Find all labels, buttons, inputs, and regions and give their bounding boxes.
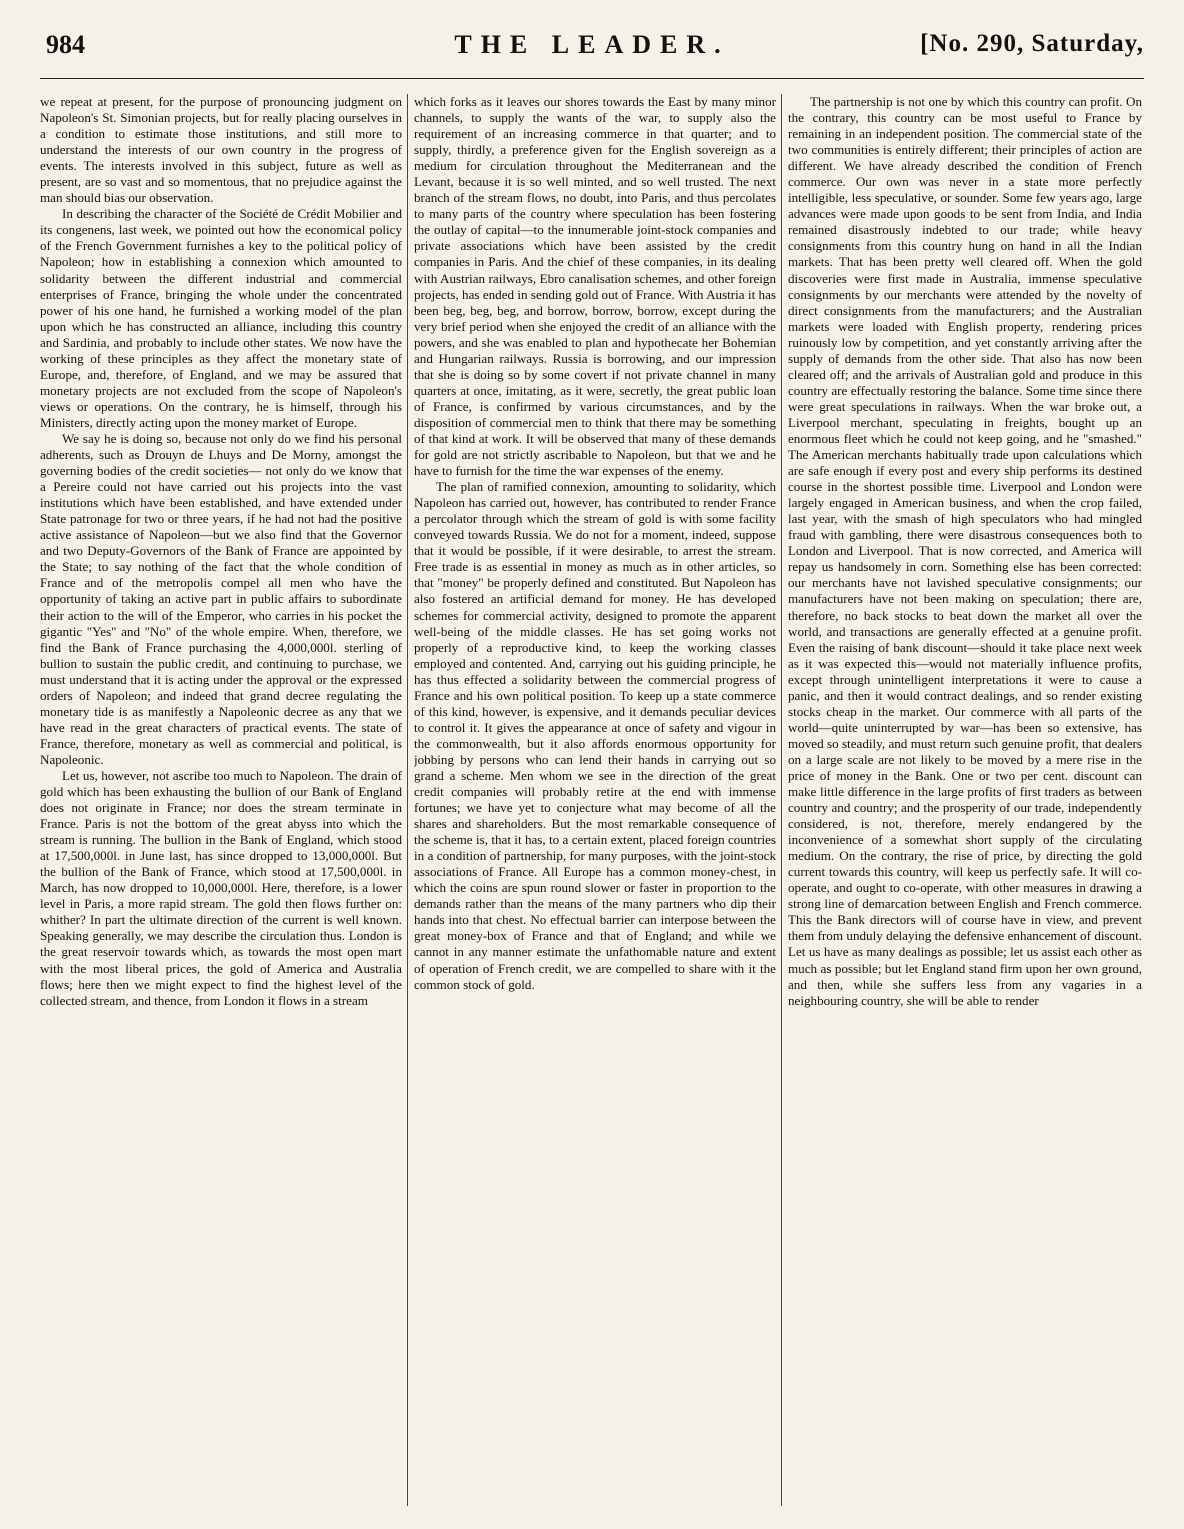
page-header — [40, 24, 1144, 74]
header-rule — [40, 78, 1144, 79]
paragraph: we repeat at present, for the purpose of pronouncing judgment on Napoleon's St. Simonian projects, but for really placing ourselves in a condition to estimate those institutions, and still more to understand the interests of our own country in the progress of events. The interests involved in this subject, future as well as present, are so vast and so momentous, that no prejudice against the man should bias our observation. — [40, 94, 402, 206]
column-3 — [788, 94, 1142, 1510]
column-divider — [407, 94, 408, 1506]
column-1 — [40, 94, 402, 1510]
column-2 — [414, 94, 776, 1510]
paragraph: Let us, however, not ascribe too much to Napoleon. The drain of gold which has been exhausting the bullion of our Bank of England does not originate in France; nor does the stream terminate in France. Paris is not the bottom of the great abyss into which the stream is running. The bullion in the Bank of England, which stood at 17,500,000l. in June last, has since dropped to 13,000,000l. But the bullion of the Bank of France, which stood at 17,500,000l. in March, has now dropped to 10,000,000l. Here, therefore, is a lower level in Paris, a more rapid stream. The gold then flows further on: whither? In part the ultimate direction of the current is well known. Speaking generally, we may describe the circulation thus. London is the great reservoir towards which, as towards the most open mart with the most liberal prices, the gold of America and Australia flows; here then we might expect to find the highest level of the collected stream, and thence, from London it flows in a stream — [40, 767, 402, 1008]
paragraph: We say he is doing so, because not only do we find his personal adherents, such as Drouyn de Lhuys and De Morny, amongst the governing bodies of the credit societies— not only do we know that a Pereire could not have carried out his projects into the vast institutions which have been established, and have extended under State patronage for two or three years, if he had not had the positive active assistance of Napoleon—but we also find that the Governor and two Deputy-Governors of the Bank of France are appointed by the State; to say nothing of the fact that the whole condition of France and of the metropolis compel all men who have the opportunity of taking an active part in public affairs to subordinate their action to the will of the Emperor, who carries in his pocket the gigantic "Yes" and "No" of the whole empire. When, therefore, we find the Bank of France purchasing the 4,000,000l. sterling of bullion to sustain the public credit, and continuing to purchase, we must understand that it is acting under the approval or the expressed orders of Napoleon; and indeed that grand decree regulating the monetary tide is as manifestly a Napoleonic decree as any that we have read in the great characters of practical events. The state of France, therefore, monetary as well as commercial and political, is Napoleonic. — [40, 430, 402, 767]
paragraph: which forks as it leaves our shores towards the East by many minor channels, to supply the wants of the war, to supply also the requirement of an increasing commerce in that quarter; and to supply, thirdly, a preference given for the English sovereign as a medium for circulation throughout the Mediterranean and the Levant, because it is so well minted, and so well trusted. The next branch of the stream flows, no doubt, into Paris, and thus percolates to many parts of the country where speculation has been fostering the outlay of capital—to the innumerable joint-stock companies and private associations which have been assisted by the credit companies in Paris. And the chief of these companies, in its dealing with Austrian railways, Ebro canalisation schemes, and other foreign projects, has ended in sending gold out of France. With Austria it has been beg, beg, beg, and borrow, borrow, borrow, except during the very brief period when she enjoyed the credit of an alliance with the powers, and she was enabled to plan and hypothecate her Bohemian and Hungarian railways. Russia is borrowing, and our impression that she is doing so by some covert if not private channel in many quarters at once, imitating, as it were, secretly, the great public loan of France, is confirmed by various circumstances, and by the disposition of commercial men to think that there may be something of that kind at work. It will be observed that many of these demands for gold are not strictly ascribable to Napoleon, but that we and he have to furnish for the time the war expenses of the enemy. — [414, 94, 776, 479]
paragraph: The partnership is not one by which this country can profit. On the contrary, this country can be most useful to France by remaining in an independent position. The commercial state of the two communities is entirely different; their principles of action are different. We have already described the condition of French commerce. Our own was never in a state more perfectly intelligible, less speculative, or sounder. Some few years ago, large advances were made upon goods to be sent from India, and India remained disastrously indebted to our trade; while heavy consignments from this country hung on hand in all the Indian markets. That has been pretty well cleared off. When the gold discoveries were first made in Australia, immense speculative consignments by our merchants were attended by the novelty of direct consignments from the manufacturers; and the Australian markets were loaded with English property, rendering prices ruinously low by competition, and yet constantly arriving after the supply of demands from the other side. That also has now been cleared off; and the arrivals of Australian gold and produce in this country are effectually restoring the balance. Some time since there were great speculations in railways. When the war broke out, a Liverpool merchant, speculating in freights, bought up an enormous fleet which he could not keep going, and he "smashed." The American merchants habitually trade upon calculations which are safe enough if every post and every ship performs its destined course in the shortest possible time. Liverpool and London were largely engaged in American business, and when the crop failed, last year, with the smash of high speculators who had mingled fraud with gambling, there were disastrous consequences both to London and Liverpool. That is now corrected, and America will repay us handsomely in corn. Something else has been corrected: our merchants have not lavished speculative consignments; our manufacturers have not been making on speculation; there are, therefore, no back stocks to beat down the market all over the world, and transactions are generally effected at a genuine profit. Even the raising of bank discount—should it take place next week as it was expected this—would not materially influence profits, except through unintelligent interpretations it were to cause a panic, and then it would contract dealings, and so render existing stocks cheap in the market. Our commerce with all parts of the world—quite uninterrupted by war—has been so extensive, has moved so steadily, and must return such genuine profit, that dealers on a large scale are not likely to be moved by a mere rise in the price of money in the Bank. One or two per cent. discount can make little difference in the large profits of first traders as between country and country; and the prosperity of our trade, independently considered, is not, therefore, merely endangered by the inconvenience of a somewhat short supply of the circulating medium. On the contrary, the rise of price, by directing the gold current towards this country, will keep us perfectly safe. It will co-operate, and ought to co-operate, with other measures in drawing a strong line of demarcation between English and French commerce. This the Bank directors will of course have in view, and prevent them from unduly delaying the defensive enhancement of discount. Let us have as many dealings as possible; let us assist each other as much as possible; but let England stand firm upon her own ground, and then, while she suffers less from any vagaries in a neighbouring country, she will be able to render — [788, 94, 1142, 1008]
masthead-title: THE LEADER. — [454, 30, 730, 59]
column-divider — [781, 94, 782, 1506]
page-number: 984 — [46, 30, 85, 59]
paragraph: In describing the character of the Société de Crédit Mobilier and its congenens, last week, we pointed out how the economical policy of the French Government furnishes a key to the political policy of Napoleon; how in establishing a connexion which amounted to solidarity between the different industrial and commercial enterprises of France, bringing the whole under the concentrated power of his one hand, he furnished a working model of the plan upon which he has constructed an alliance, including this country and Sardinia, and probably to include other states. We now have the working of these principles as they affect the monetary state of Europe, and, therefore, of England, and we may be assured that monetary projects are not excluded from the scope of Napoleon's views or operations. On the contrary, he is himself, through his Ministers, directly acting upon the money market of Europe. — [40, 206, 402, 430]
paragraph: The plan of ramified connexion, amounting to solidarity, which Napoleon has carried out, however, has contributed to render France a percolator through which the stream of gold is with some facility conveyed towards Russia. We do not for a moment, indeed, suppose that it would be possible, if it were desirable, to arrest the stream. Free trade is as essential in money as much as in other articles, so that "money" be properly defined and constituted. But Napoleon has also fostered an artificial demand for money. He has developed schemes for commercial activity, designed to promote the apparent well-being of the middle classes. He has set going works not properly of a reproductive kind, to keep the working classes employed and contented. And, carrying out his guiding principle, he has thus effected a solidarity between the commercial progress of France and his own political position. To keep up a state commerce of this kind, however, is expensive, and it demands peculiar devices to control it. It gives the appearance at once of safety and vigour in the commonwealth, but it also affords enormous opportunity for jobbing by persons who can lend their hands in carrying out so grand a scheme. Men whom we see in the direction of the great credit companies will probably retire at the end with immense fortunes; we have yet to conjecture what may become of all the shares and shareholders. But the most remarkable consequence of the scheme is, that it has, to a certain extent, placed foreign countries in a condition of partnership, for many purposes, with the joint-stock associations of France. All Europe has a common money-chest, in which the coins are spun round slower or faster in proportion to the demands rather than the means of the many partners who dip their hands into that chest. No effectual barrier can interpose between the great money-box of France and that of England; and while we cannot in any manner estimate the unfathomable nature and extent of operation of French credit, we are compelled to share with it the common stock of gold. — [414, 479, 776, 992]
issue-date: [No. 290, Saturday, — [920, 30, 1144, 57]
